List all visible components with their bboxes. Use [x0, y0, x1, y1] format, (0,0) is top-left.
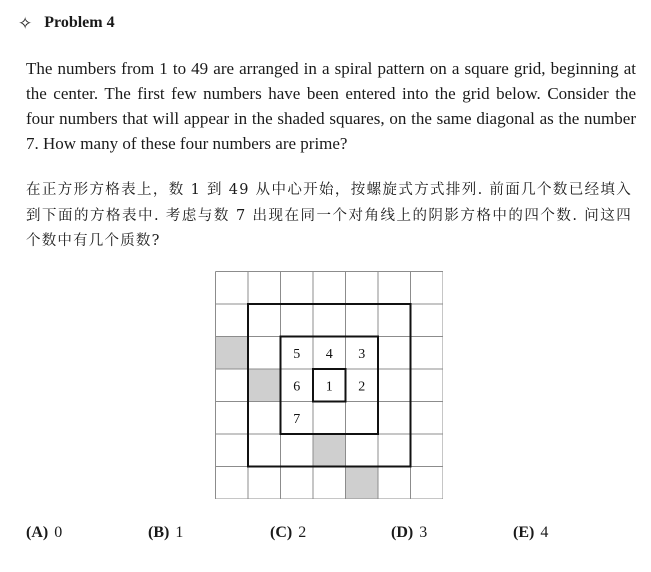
shaded-cell [216, 337, 249, 370]
shaded-cell [248, 369, 281, 402]
choice-c[interactable] [270, 524, 306, 542]
spiral-grid [215, 271, 443, 499]
choice-a[interactable] [26, 524, 62, 542]
choice-letter: (A) [26, 524, 49, 541]
choice-value: 3 [419, 524, 428, 541]
problem-text-english: The numbers from 1 to 49 are arranged in a spiral pattern on a square grid, beginning at the center. The first few numbers have been entered into the grid below. Consider the four numbers that will appear in the shaded squares, on the same diagonal as the number 7. How many of these four numbers are prime? [26, 59, 636, 153]
choice-value: 2 [298, 524, 307, 541]
problem-heading: Problem 4 [44, 14, 115, 31]
grid-number: 2 [358, 379, 366, 395]
spiral-grid-figure [215, 271, 443, 499]
problem-text-chinese: 在正方形方格表上，数 1 到 49 从中心开始，按螺旋式方式排列. 前面几个数已经填入到下面的方格表中. 考虑与数 7 出现在同一个对角线上的阴影方格中的四个数. 问这四个数中有几个质数? [26, 182, 632, 249]
problem-header [18, 14, 115, 32]
grid-number: 1 [325, 379, 333, 395]
choice-letter: (C) [270, 524, 293, 541]
grid-number: 7 [293, 411, 301, 427]
choice-letter: (E) [513, 524, 535, 541]
choice-value: 4 [540, 524, 549, 541]
choice-d[interactable] [391, 524, 427, 542]
grid-number: 4 [325, 346, 333, 362]
choice-b[interactable] [148, 524, 183, 542]
choice-value: 0 [54, 524, 63, 541]
choice-letter: (D) [391, 524, 414, 541]
diamond-icon: ✧ [18, 13, 33, 33]
answer-choices [26, 524, 626, 546]
grid-number: 6 [293, 379, 301, 395]
choice-value: 1 [175, 524, 184, 541]
choice-e[interactable] [513, 524, 548, 542]
grid-number: 3 [358, 346, 366, 362]
grid-number: 5 [293, 346, 301, 362]
shaded-cell [346, 467, 379, 500]
shaded-cell [313, 434, 346, 467]
choice-letter: (B) [148, 524, 170, 541]
